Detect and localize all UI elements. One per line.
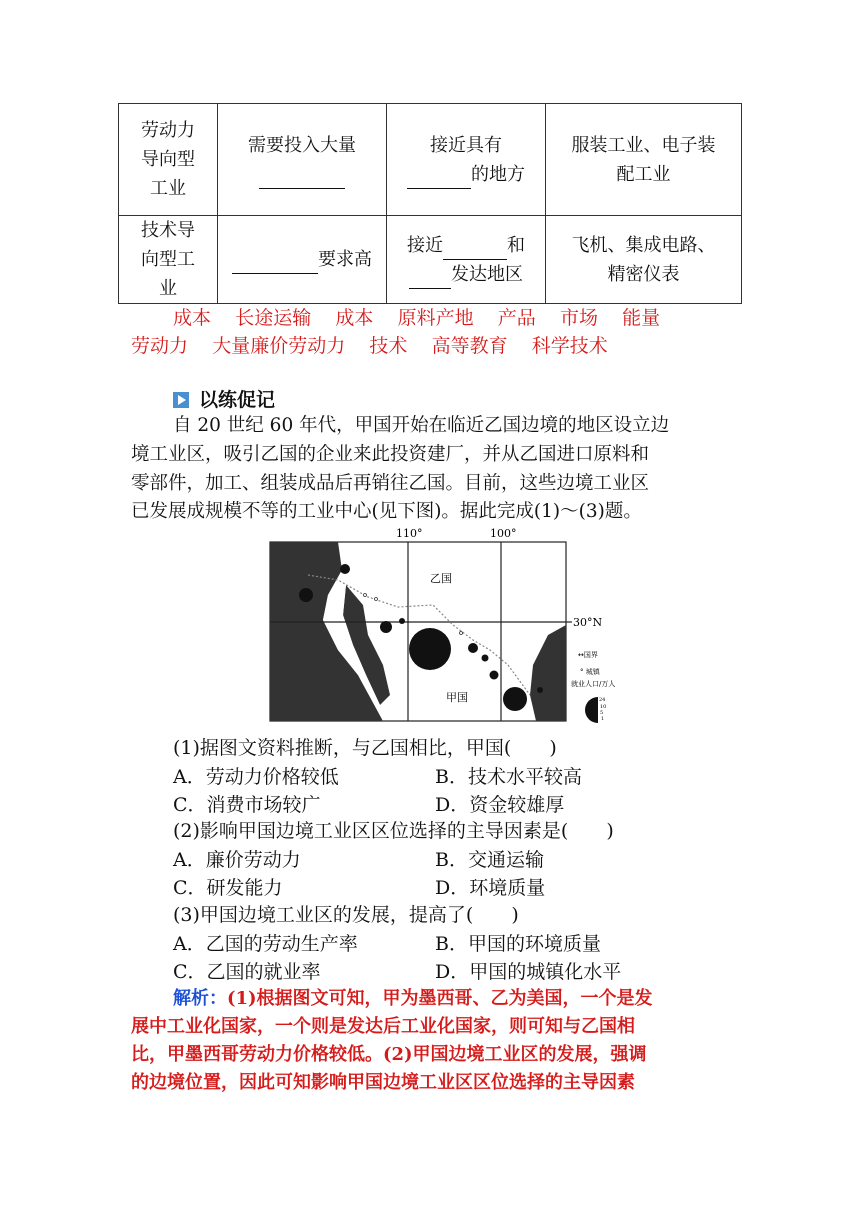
section-title: 以练促记 bbox=[199, 389, 276, 411]
svg-text:1: 1 bbox=[601, 716, 605, 722]
fill-blank bbox=[259, 166, 345, 189]
city-circle bbox=[490, 671, 499, 680]
fill-blank bbox=[232, 251, 318, 274]
examples-text: 服装工业、电子装 bbox=[571, 134, 716, 156]
city-circle bbox=[340, 564, 350, 574]
factor-cell bbox=[218, 104, 387, 216]
location-text: 的地方 bbox=[471, 163, 525, 185]
intro-line: 境工业区，吸引乙国的企业来此投资建厂，并从乙国进口原料和 bbox=[131, 444, 650, 465]
factor-cell bbox=[218, 216, 387, 304]
country-label: 甲国 bbox=[446, 691, 468, 704]
question-stem: (2)影响甲国边境工业区区位选择的主导因素是( ) bbox=[173, 820, 614, 842]
answer: 市场 bbox=[559, 307, 598, 329]
legend-size-circle bbox=[585, 697, 598, 723]
option: D．资金较雄厚 bbox=[435, 794, 565, 816]
table-row bbox=[119, 104, 742, 216]
question-stem: (3)甲国边境工业区的发展，提高了( ) bbox=[173, 904, 519, 926]
answer: 成本 bbox=[335, 307, 374, 329]
examples-text: 配工业 bbox=[616, 163, 671, 185]
analysis-line: 展中工业化国家，一个则是发达后工业化国家，则可知与乙国相 bbox=[131, 1016, 635, 1037]
answer: 大量廉价劳动力 bbox=[212, 335, 346, 357]
fill-blank bbox=[443, 237, 507, 260]
location-text: 和 bbox=[507, 234, 525, 256]
location-text: 接近具有 bbox=[430, 134, 502, 156]
answer: 技术 bbox=[369, 335, 408, 357]
answer: 长途运输 bbox=[235, 307, 312, 329]
option: C．乙国的就业率 bbox=[173, 961, 321, 983]
answer: 高等教育 bbox=[431, 335, 508, 357]
country-label: 乙国 bbox=[430, 572, 452, 585]
type-cell bbox=[119, 104, 218, 216]
legend-employment: 就业人口/万人 bbox=[571, 680, 616, 688]
latitude-label: 30°N bbox=[573, 616, 603, 629]
question-stem: (1)据图文资料推断，与乙国相比，甲国( ) bbox=[173, 737, 557, 759]
longitude-label: 110° bbox=[396, 527, 423, 540]
option: C．消费市场较广 bbox=[173, 794, 321, 816]
svg-text:24: 24 bbox=[599, 697, 606, 703]
fill-blank bbox=[407, 166, 471, 189]
legend-border: ↔国界 bbox=[578, 651, 598, 659]
play-triangle-icon bbox=[173, 392, 189, 408]
city-circle bbox=[380, 621, 392, 633]
factor-text: 要求高 bbox=[318, 249, 372, 270]
option: D．环境质量 bbox=[435, 877, 546, 899]
option: A．乙国的劳动生产率 bbox=[173, 933, 358, 955]
type-line: 技术导 bbox=[141, 220, 195, 241]
option: B．交通运输 bbox=[435, 849, 544, 871]
border-map bbox=[268, 525, 638, 725]
answer: 科学技术 bbox=[531, 335, 608, 357]
type-line: 劳动力 bbox=[141, 120, 195, 141]
intro-line: 已发展成规模不等的工业中心(见下图)。据此完成(1)～(3)题。 bbox=[131, 501, 642, 522]
intro-line: 自 20 世纪 60 年代，甲国开始在临近乙国边境的地区设立边 bbox=[173, 415, 670, 436]
examples-text: 飞机、集成电路、 bbox=[571, 234, 716, 256]
svg-text:10: 10 bbox=[600, 704, 607, 710]
answers-line-2 bbox=[131, 332, 731, 360]
longitude-label: 100° bbox=[490, 527, 517, 540]
type-line: 导向型 bbox=[141, 149, 195, 170]
industry-table bbox=[118, 103, 742, 304]
examples-cell bbox=[546, 104, 742, 216]
factor-text: 需要投入大量 bbox=[248, 134, 356, 156]
analysis-label: 解析： bbox=[173, 988, 227, 1009]
legend-town: ° 城镇 bbox=[580, 668, 600, 676]
location-cell bbox=[387, 216, 546, 304]
svg-text:5: 5 bbox=[600, 710, 604, 716]
location-cell bbox=[387, 104, 546, 216]
city-circle bbox=[537, 687, 543, 693]
section-heading bbox=[173, 385, 275, 412]
answer: 能量 bbox=[622, 307, 661, 329]
examples-cell bbox=[546, 216, 742, 304]
location-text: 接近 bbox=[407, 234, 443, 256]
analysis-line: 的边境位置，因此可知影响甲国边境工业区区位选择的主导因素 bbox=[131, 1072, 635, 1093]
city-circle bbox=[468, 643, 478, 653]
type-cell bbox=[119, 216, 218, 304]
city-circle bbox=[399, 618, 405, 624]
option: B．甲国的环境质量 bbox=[435, 933, 601, 955]
fill-blank bbox=[409, 266, 451, 289]
answer: 原料产地 bbox=[397, 307, 474, 329]
type-line: 向型工 bbox=[141, 249, 195, 270]
option: A．劳动力价格较低 bbox=[173, 766, 339, 788]
analysis-line: 解析：(1)根据图文可知，甲为墨西哥、乙为美国，一个是发 bbox=[173, 988, 653, 1009]
city-circle bbox=[503, 687, 527, 711]
analysis-line: 比，甲墨西哥劳动力价格较低。(2)甲国边境工业区的发展，强调 bbox=[131, 1044, 647, 1065]
city-circle bbox=[482, 655, 489, 662]
city-circle bbox=[299, 588, 313, 602]
answers-line-1 bbox=[173, 304, 773, 332]
option: C．研发能力 bbox=[173, 877, 283, 899]
city-circle bbox=[409, 628, 451, 670]
table-row bbox=[119, 216, 742, 304]
answer: 劳动力 bbox=[131, 335, 189, 357]
answer: 成本 bbox=[173, 307, 212, 329]
intro-line: 零部件，加工、组装成品后再销往乙国。目前，这些边境工业区 bbox=[131, 473, 650, 494]
location-text: 发达地区 bbox=[451, 263, 523, 285]
option: A．廉价劳动力 bbox=[173, 849, 301, 871]
answer: 产品 bbox=[497, 307, 536, 329]
type-line: 工业 bbox=[150, 178, 186, 199]
type-line: 业 bbox=[159, 278, 177, 299]
option: D．甲国的城镇化水平 bbox=[435, 961, 622, 983]
option: B．技术水平较高 bbox=[435, 766, 582, 788]
examples-text: 精密仪表 bbox=[607, 263, 680, 285]
